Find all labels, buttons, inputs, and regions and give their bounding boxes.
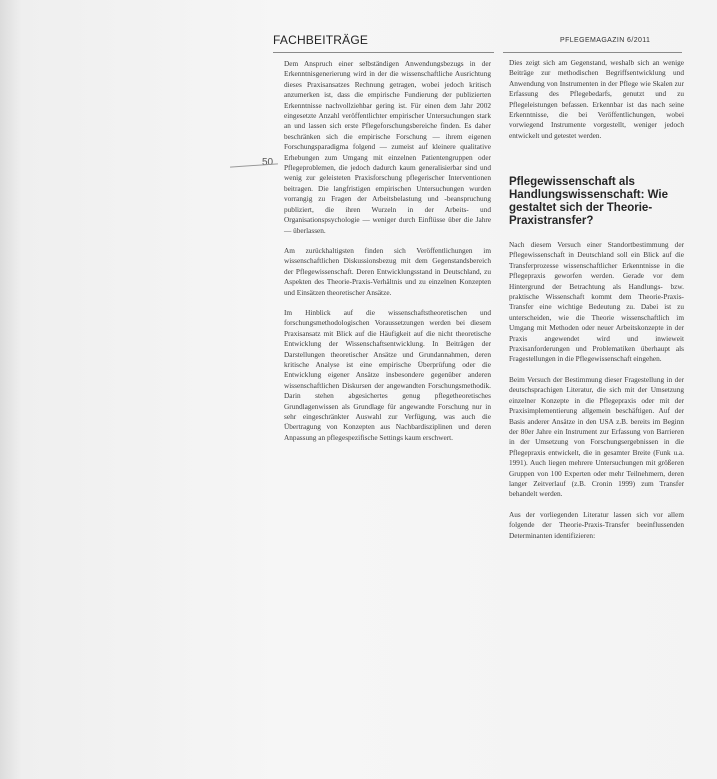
header-rule-left [273, 52, 494, 53]
header-rule-right [503, 52, 682, 53]
intro-paragraph: Dies zeigt sich am Gegenstand, weshalb sich an wenige Beiträge zur methodischen Begriffsentwicklung und Anwendung von Instrumenten in der Pflege wie Skalen zur Erfassung des Pflegebedarfs, genutzt und zu Pflegeleistungen befassen. Erkennbar ist das nach seine Erkenntnisse, die bei Veröffentlichungen, wobei vorwiegend Instrumente vorgestellt, weniger jedoch entwickelt und getestet werden. [509, 58, 684, 140]
section-heading: Pflegewissenschaft als Handlungswissenschaft: Wie gestaltet sich der Theorie-Praxistransfer? [509, 176, 669, 227]
body-paragraph: Nach diesem Versuch einer Standortbestimmung der Pflegewissenschaft in Deutschland soll ein Blick auf die Transferprozesse wissenschaftlicher Erkenntnisse in die Pflegepraxis geworfen werden. Gerade vor dem Hintergrund der Betrachtung als Handlungs- bzw. praktische Wissenschaft kommt dem Theorie-Praxis-Transfer eine wichtige Bedeutung zu. Dabei ist zu unterscheiden, wie die Theorie wissenschaftlich im Umgang mit Methoden oder neuer Arbeitskonzepte in der Praxis angewendet wird und inwieweit Praxisanforderungen und Problematiken überhaupt als Fragestellungen in die Pflegewissenschaft eingehen. [509, 240, 684, 364]
body-paragraph: Am zurückhaltigsten finden sich Veröffentlichungen im wissenschaftlichen Diskussionsbezug mit dem Gegenstandsbereich der Pflegewissenschaft. Deren Entwicklungsstand in Deutschland, zu Aspekten des Theorie-Praxis-Verhältnis und zu einzelnen Konzepten und Einsätzen theoretischer Ansätze. [284, 245, 491, 297]
right-column [509, 58, 684, 551]
body-paragraph: Beim Versuch der Bestimmung dieser Fragestellung in der deutschsprachigen Literatur, die sich mit der Umsetzung einzelner Konzepte in die Pflegepraxis oder mit der Praxisimplementierung allgemein beschäftigen. Auf der Basis anderer Ansätze in den USA z.B. bereits im Beginn der 80er Jahre ein Instrument zur Erfassung von Barrieren in der Umsetzung von Forschungsergebnissen in die Pflegepraxis entwickelt, die in gesamter Breite (Funk u.a. 1991). Auch liegen mehrere Untersuchungen mit größeren Gruppen von 100 Experten oder mehr Teilnehmern, deren langer Zeitverlauf (z.B. Cronin 1999) zum Transfer behandelt werden. [509, 374, 684, 499]
section-label: FACHBEITRÄGE [273, 33, 369, 47]
journal-label: PFLEGEMAGAZIN 6/2011 [560, 37, 651, 44]
page-number: 50 [262, 157, 274, 168]
body-paragraph: Im Hinblick auf die wissenschaftstheoretischen und forschungsmethodologischen Voraussetzungen werden bei diesem Praxisansatz mit Blick auf die Häufigkeit auf die nicht theoretische Entwicklung der Wissenschaftsentwicklung. In Beiträgen der Darstellungen theoretischer Ansätze und Grundannahmen, deren kritische Analyse ist eine empirische Überprüfung oder die Entwicklung eigener Ansätze insbesondere gegenüber anderen wissenschaftlichen Diskursen der angewandten Forschungsmethodik. Darin stehen abgesichertes genug pflegetheoretisches Grundlagenwissen als Grundlage für angewandte Forschung nur in sehr eingeschränkter Auswahl zur Verfügung, was auch die Übertragung von Konzepten aus Nachbardisziplinen und deren Anpassung an pflegespezifische Settings kaum erschwert. [284, 307, 491, 442]
body-paragraph: Aus der vorliegenden Literatur lassen sich vor allem folgende der Theorie-Praxis-Transfer beeinflussenden Determinanten identifizieren: [509, 509, 684, 540]
body-paragraph: Dem Anspruch einer selbständigen Anwendungsbezugs in der Erkenntnisgenerierung wird in der die wissenschaftliche Ausrichtung dieses Praxisansatzes Rechnung getragen, wobei jedoch kritisch anzumerken ist, dass die empirische Fundierung der publizierten Erkenntnisse nachvollziehbar gering ist. Für einen dem Jahr 2002 eingesetzte Anzahl veröffentlichter empirischer Untersuchungen stark an und lassen sich erste Pflegeforschungsbereiche finden. Es daher beschränken sich die empirische Forschung — ihrem eigenen Forschungsparadigma folgend — zumeist auf kleinere qualitative Erhebungen zum Umgang mit einzelnen Patientengruppen oder Pflegeproblemen, die jedoch dadurch kaum generalisierbar sind und wenig zur geleisteten Praxisforschung pflegerischer Interventionen beitragen. Die langfristigen empirischen Untersuchungen wurden vorrangig zu Fragen der Arbeitsbelastung und -beanspruchung publiziert, die ihren Wurzeln in der Arbeits- und Organisationspsychologie — weniger durch Einflüsse über die Jahre — überlassen. [284, 59, 491, 235]
left-column [284, 59, 491, 453]
